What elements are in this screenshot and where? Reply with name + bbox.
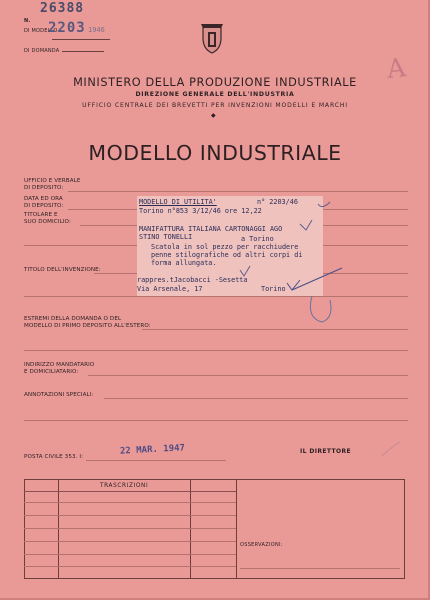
label-n: N. <box>24 18 31 24</box>
typed-line-2: Torino n°853 3/12/46 ore 12,22 <box>139 207 262 215</box>
form-title: MODELLO INDUSTRIALE <box>88 141 342 165</box>
label-data-2: DI DEPOSITO: <box>24 203 64 209</box>
label-ufficio-1: UFFICIO E VERBALE <box>24 178 81 184</box>
ministry-title: MINISTERO DELLA PRODUZIONE INDUSTRIALE <box>73 76 357 89</box>
label-ufficio-2: DI DEPOSITO: <box>24 185 64 191</box>
label-estremi-2: MODELLO DI PRIMO DEPOSITO ALL'ESTERO: <box>24 323 151 329</box>
typed-line-9b: Torino <box>261 285 286 293</box>
typed-line-1a: MODELLO DI UTILITA' <box>139 198 217 206</box>
label-trascrizioni: TRASCRIZIONI <box>100 483 149 489</box>
small-diamond-icon: ◆ <box>211 112 216 119</box>
label-osservazioni: OSSERVAZIONI: <box>240 542 283 548</box>
label-titolare-1: TITOLARE E <box>24 212 58 218</box>
typed-line-9a: Via Arsenale, 17 <box>137 285 203 293</box>
label-indirizzo-2: E DOMICILIATARIO: <box>24 369 79 375</box>
date-stamp: 22 MAR. 1947 <box>119 443 186 457</box>
label-posta: POSTA CIVILE 353. I: <box>24 454 84 460</box>
label-direttore: IL DIRETTORE <box>300 448 352 455</box>
ministry-office: UFFICIO CENTRALE DEI BREVETTI PER INVENZIONI MODELLI E MARCHI <box>82 102 348 109</box>
number-stamp: 26388 <box>40 1 85 16</box>
label-titolo: TITOLO DELL'INVENZIONE: <box>24 267 101 273</box>
label-estremi-1: ESTREMI DELLA DOMANDA O DEL <box>24 316 122 322</box>
typed-line-3: MANIFATTURA ITALIANA CARTONAGGI AGO <box>139 225 283 233</box>
label-annotazioni: ANNOTAZIONI SPECIALI: <box>24 392 94 398</box>
typed-line-6: penne stilografiche od altri corpi di <box>151 251 303 259</box>
typed-line-4b: a Torino <box>241 235 274 243</box>
label-modello: DI MODELLO <box>24 28 58 34</box>
typed-line-5: Scatola in sol pezzo per racchiudere <box>151 243 299 251</box>
corner-mark: A <box>385 53 408 85</box>
hw-year: 1946 <box>88 26 105 34</box>
label-domanda: DI DOMANDA <box>24 48 60 54</box>
hw-number: 2203 <box>48 20 86 36</box>
typed-line-4a: STINO TONELLI <box>139 233 193 241</box>
typed-line-8: rappres.tJacobacci -Sesetta <box>137 276 248 284</box>
label-data-1: DATA ED ORA <box>24 196 63 202</box>
typed-line-7: forma allungata. <box>151 259 217 267</box>
label-titolare-2: SUO DOMICILIO: <box>24 219 71 225</box>
ministry-direction: DIREZIONE GENERALE DELL'INDUSTRIA <box>135 91 295 98</box>
typed-line-1b: n° 2203/46 <box>257 198 298 206</box>
label-indirizzo-1: INDIRIZZO MANDATARIO <box>24 362 95 368</box>
